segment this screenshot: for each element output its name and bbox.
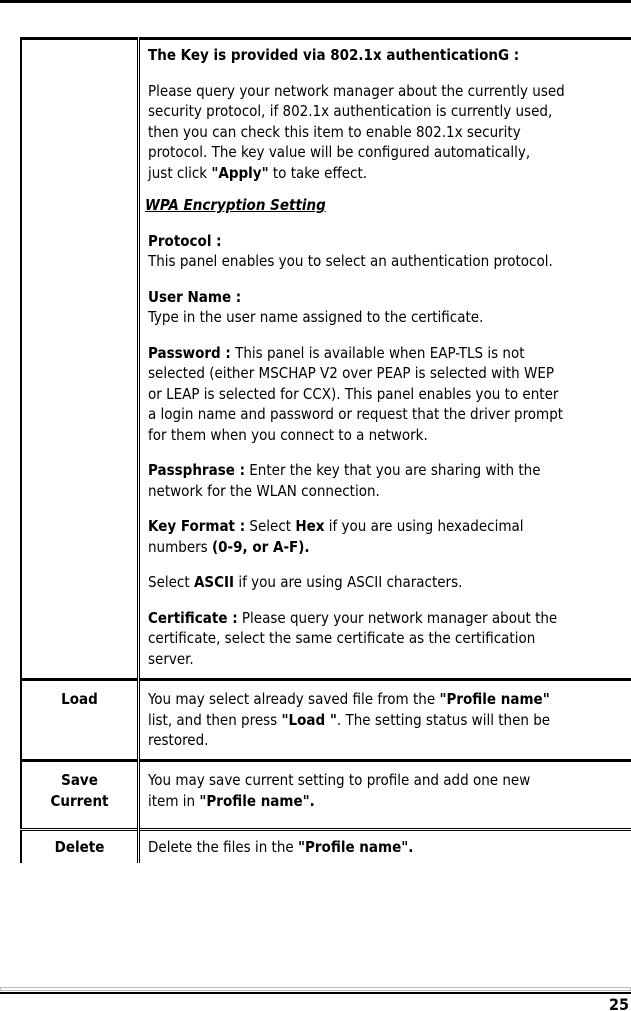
- text-line: or LEAP is selected for CCX). This panel enables you to enter: [148, 384, 559, 403]
- apply-term: "Apply": [211, 163, 269, 182]
- hex-term: Hex: [295, 517, 325, 535]
- text-line: for them when you connect to a network.: [148, 425, 428, 444]
- passphrase-label: Passphrase :: [148, 461, 245, 479]
- text: numbers: [148, 537, 212, 556]
- text: Please query your network manager about the: [237, 608, 558, 627]
- profile-name-term: "Profile name".: [199, 791, 315, 810]
- text-line: This panel enables you to select an authentication protocol.: [148, 252, 553, 270]
- save-current-description: [139, 761, 631, 830]
- text: Enter the key that you are sharing with the: [244, 461, 541, 479]
- label-line: Save: [61, 771, 98, 789]
- load-term: "Load ": [281, 710, 337, 729]
- text-line: network for the WLAN connection.: [148, 481, 380, 500]
- load-description: [139, 680, 631, 761]
- save-current-label: [21, 761, 139, 830]
- profile-name-term: "Profile name": [439, 690, 550, 708]
- section-heading: The Key is provided via 802.1x authenticationG :: [148, 46, 520, 64]
- load-label: Load: [21, 680, 139, 761]
- text: . The setting status will then be: [336, 710, 551, 729]
- header-rule: [0, 0, 631, 3]
- row-label-empty: [21, 39, 139, 680]
- text-line: certificate, select the same certificate as the certification: [148, 629, 536, 647]
- protocol-label: Protocol :: [148, 231, 222, 250]
- text: This panel is available when EAP-TLS is not: [230, 343, 525, 362]
- text: if you are using ASCII characters.: [234, 573, 463, 591]
- text: Select: [148, 573, 194, 591]
- table-row-delete: [21, 830, 631, 864]
- text-line: protocol. The key value will be configured automatically,: [148, 143, 531, 161]
- text-line: Type in the user name assigned to the certificate.: [148, 308, 484, 326]
- wpa-heading: WPA Encryption Setting: [145, 196, 326, 214]
- table-row: [21, 39, 631, 680]
- text: if you are using hexadecimal: [324, 517, 524, 535]
- text-line: security protocol, if 802.1x authentication is currently used,: [148, 102, 553, 120]
- page-number: 25: [608, 995, 629, 1011]
- text-line: [148, 163, 629, 184]
- footer-rule-light: [0, 987, 631, 991]
- text: to take effect.: [268, 163, 368, 182]
- table-row-save-current: [21, 761, 631, 830]
- settings-table: [20, 37, 631, 863]
- text-line: Please query your network manager about the currently used: [148, 81, 565, 100]
- label-line: Current: [50, 791, 109, 810]
- delete-label: Delete: [21, 830, 139, 864]
- delete-description: [139, 830, 631, 864]
- text: Select: [245, 517, 296, 535]
- text-line: selected (either MSCHAP V2 over PEAP is selected with WEP: [148, 364, 555, 382]
- keyformat-label: Key Format :: [148, 517, 246, 535]
- text: just click: [148, 163, 212, 182]
- text: Delete the files in the: [148, 838, 298, 856]
- text-line: restored.: [148, 731, 209, 749]
- row-description: [139, 39, 631, 680]
- password-label: Password :: [148, 343, 231, 362]
- text: You may select already saved file from the: [148, 690, 440, 708]
- footer-rule: [0, 992, 631, 994]
- certificate-label: Certificate :: [148, 608, 238, 627]
- profile-name-term: "Profile name".: [297, 838, 414, 856]
- text: item in: [148, 791, 200, 810]
- text-line: then you can check this item to enable 802.1x security: [148, 122, 521, 141]
- text-line: a login name and password or request that the driver prompt: [148, 405, 564, 423]
- table-row-load: [21, 680, 631, 761]
- text-line: server.: [148, 649, 194, 668]
- username-label: User Name :: [148, 287, 242, 306]
- text: list, and then press: [148, 710, 282, 729]
- text-line: You may save current setting to profile and add one new: [148, 771, 531, 789]
- hex-range: (0-9, or A-F).: [212, 537, 310, 556]
- ascii-term: ASCII: [193, 573, 235, 591]
